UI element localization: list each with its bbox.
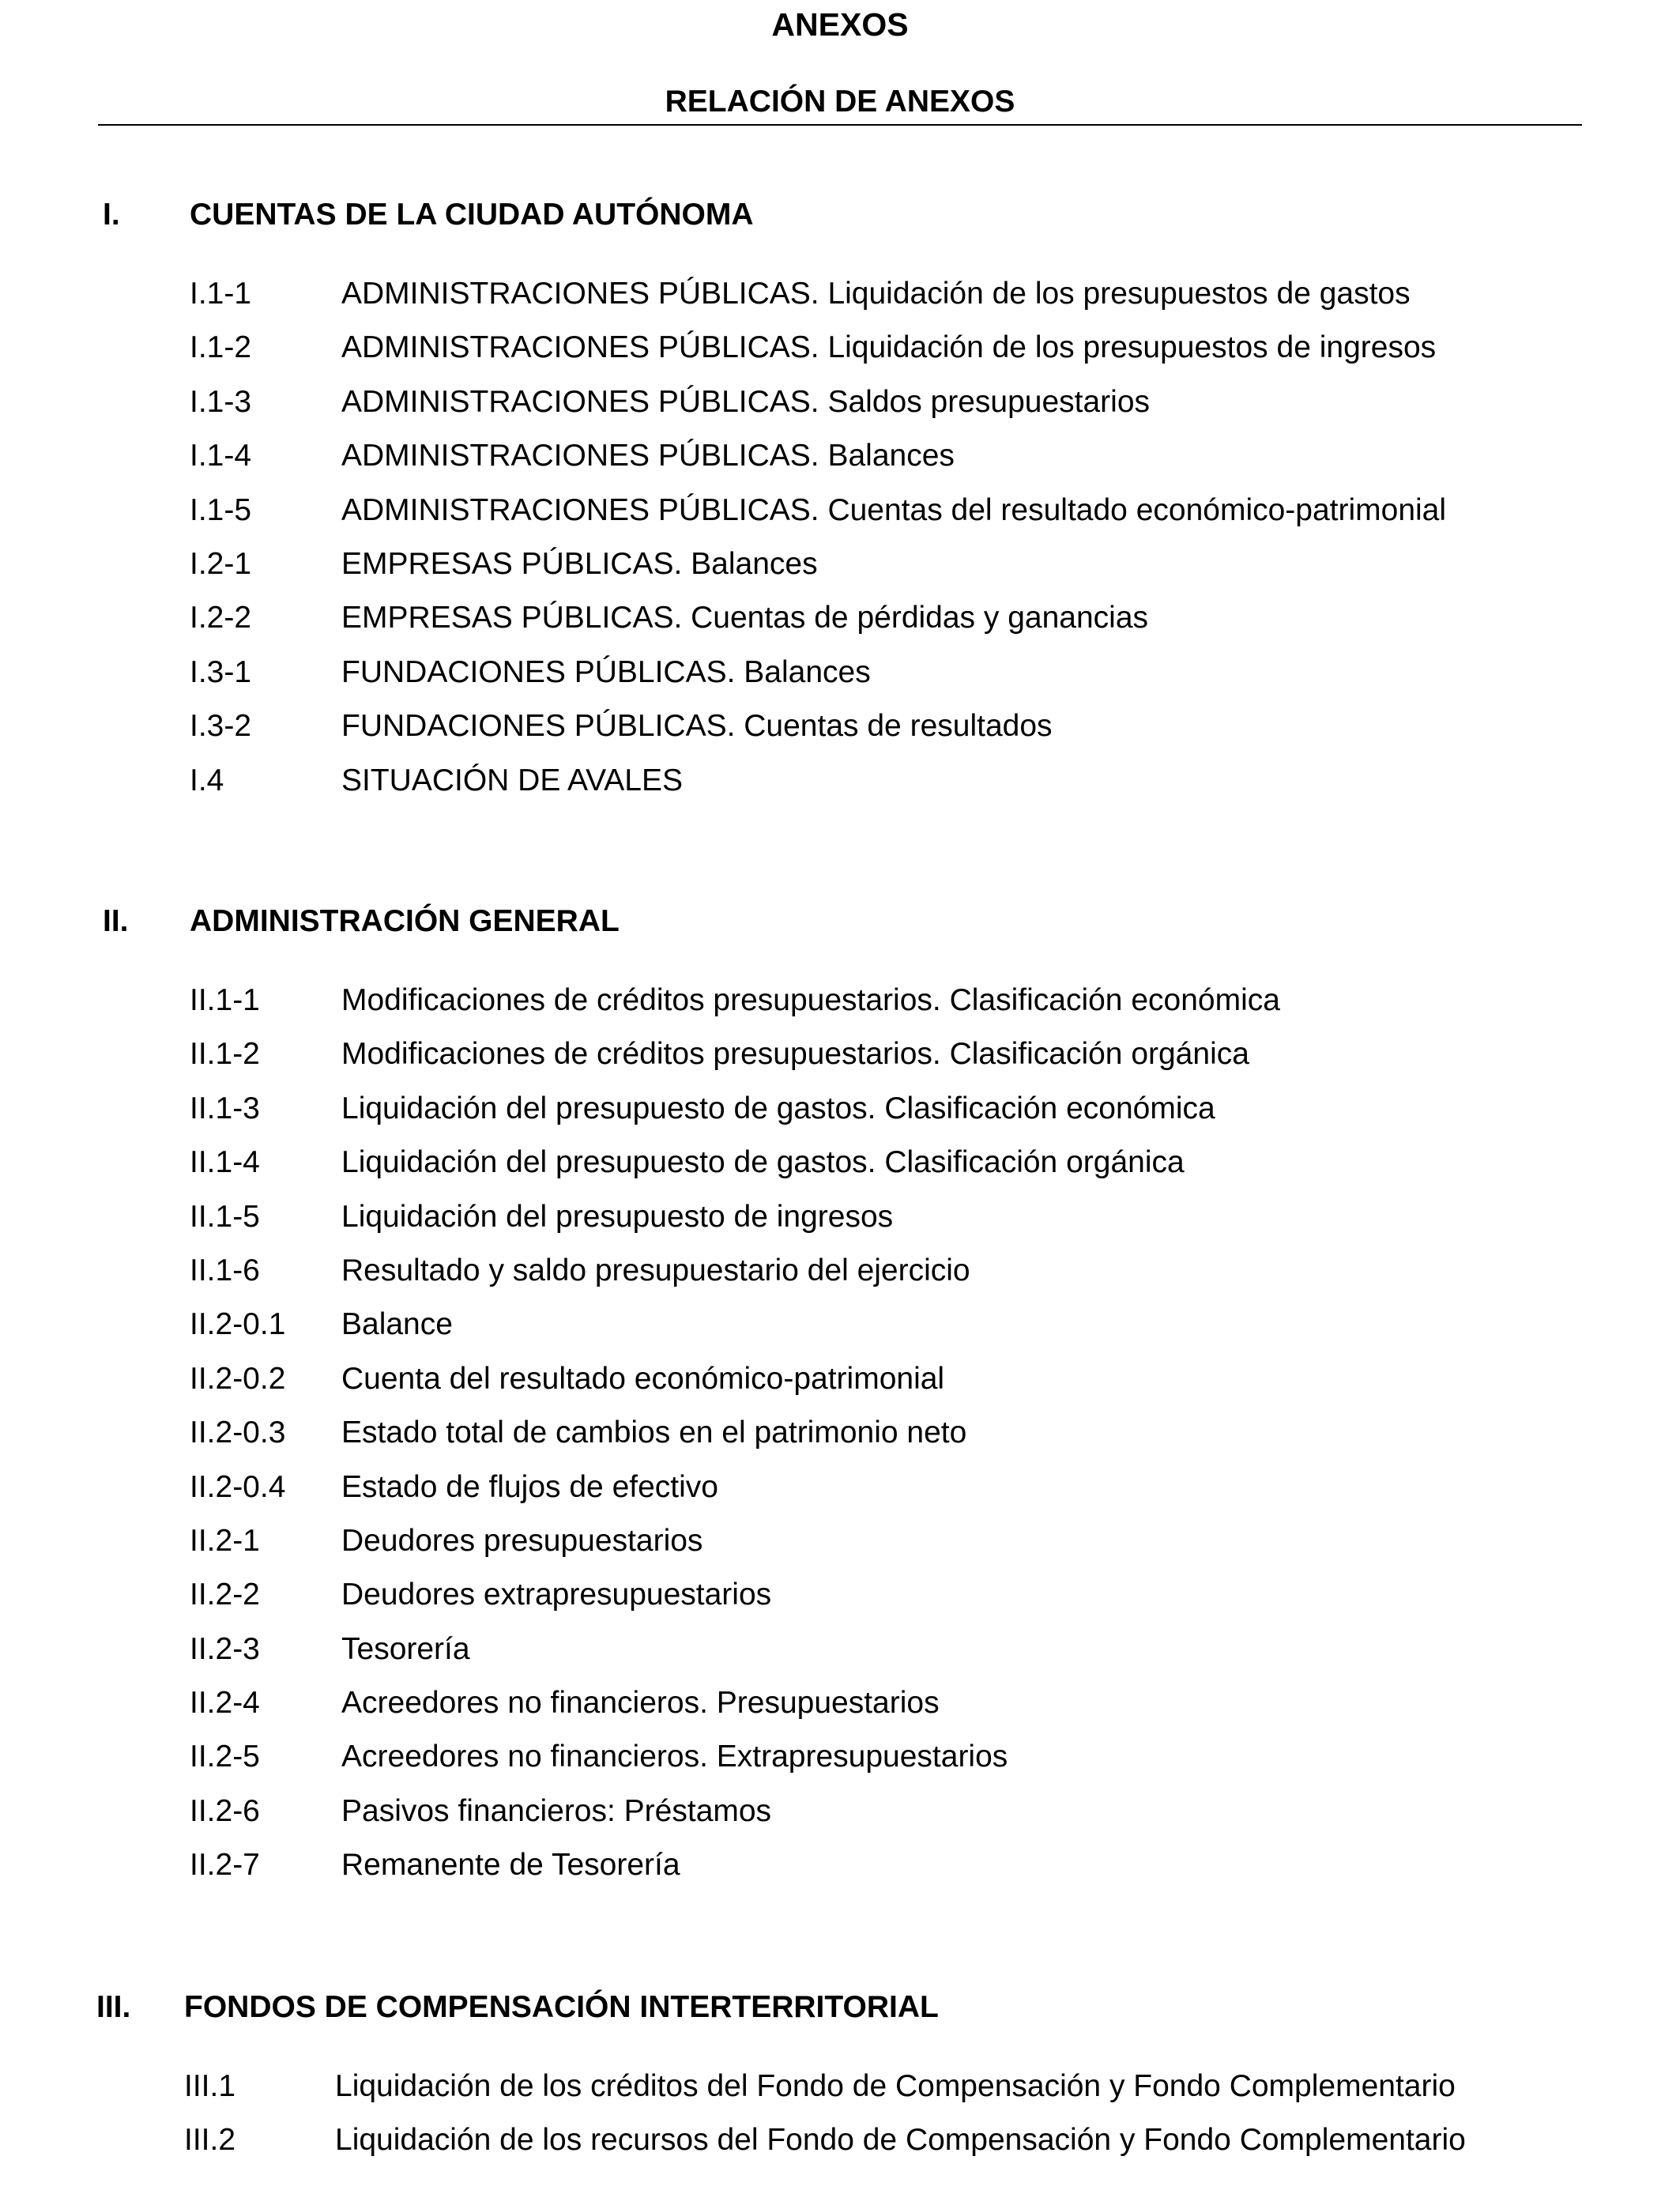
annex-code: II.1-2 [190, 1037, 260, 1072]
annex-code: II.1-4 [190, 1145, 260, 1180]
annex-title: ADMINISTRACIONES PÚBLICAS. Liquidación de los presupuestos de ingresos [341, 330, 1437, 365]
annex-title: ADMINISTRACIONES PÚBLICAS. Saldos presupuestarios [341, 384, 1151, 419]
annex-entry [0, 1568, 1680, 1622]
annex-title: Modificaciones de créditos presupuestarios. Clasificación orgánica [341, 1037, 1249, 1072]
annex-title: SITUACIÓN DE AVALES [341, 763, 684, 797]
section-cuentas-ciudad-autonoma [0, 191, 1680, 808]
annex-code: II.2-6 [190, 1793, 260, 1828]
section-numeral: III. [96, 1990, 131, 2024]
annex-entry [0, 1190, 1680, 1244]
annex-title: FUNDACIONES PÚBLICAS. Cuentas de resultados [341, 709, 1053, 744]
annex-title: Cuenta del resultado económico-patrimonial [341, 1361, 945, 1396]
annex-entry [0, 375, 1680, 429]
section-title: ADMINISTRACIÓN GENERAL [190, 904, 620, 938]
annex-entry [0, 1406, 1680, 1460]
annex-code: I.1-5 [190, 492, 252, 527]
annex-entry [0, 699, 1680, 753]
annex-code: II.1-1 [190, 983, 260, 1017]
section-heading [0, 898, 1680, 945]
page-subtitle: RELACIÓN DE ANEXOS [665, 85, 1015, 119]
section-title: FONDOS DE COMPENSACIÓN INTERTERRITORIAL [184, 1990, 939, 2024]
annex-entry [0, 1623, 1680, 1676]
annex-entry [0, 267, 1680, 321]
annex-entry [0, 1838, 1680, 1892]
annex-title: Liquidación del presupuesto de ingresos [341, 1199, 894, 1234]
annex-title: ADMINISTRACIONES PÚBLICAS. Liquidación de los presupuestos de gastos [341, 277, 1411, 311]
section-fondos-compensacion [0, 1984, 1680, 2168]
annex-code: III.2 [184, 2123, 236, 2158]
annex-title: Acreedores no financieros. Extrapresupuestarios [341, 1740, 1008, 1774]
section-numeral: II. [103, 904, 129, 938]
annex-title: Liquidación del presupuesto de gastos. Clasificación orgánica [341, 1145, 1185, 1180]
annex-entry [0, 1676, 1680, 1730]
annex-code: I.3-1 [190, 654, 252, 689]
annex-title: Liquidación de los recursos del Fondo de Compensación y Fondo Complementario [335, 2123, 1466, 2158]
annex-entry [0, 429, 1680, 483]
annex-entry [0, 2113, 1680, 2167]
annex-entry [0, 1082, 1680, 1136]
annex-entry [0, 1461, 1680, 1514]
annex-entry [0, 484, 1680, 537]
section-heading [0, 1984, 1680, 2031]
annex-code: II.1-3 [190, 1091, 260, 1125]
annex-code: I.3-2 [190, 709, 252, 744]
annex-code: I.1-1 [190, 277, 252, 311]
annex-entry [0, 537, 1680, 591]
annex-code: III.1 [184, 2069, 236, 2103]
annex-title: Remanente de Tesorería [341, 1848, 680, 1883]
annex-title: Liquidación de los créditos del Fondo de Compensación y Fondo Complementario [335, 2069, 1456, 2103]
annex-title: Balance [341, 1307, 453, 1342]
annex-list [0, 267, 1680, 808]
annex-title: Liquidación del presupuesto de gastos. Clasificación económica [341, 1091, 1215, 1125]
annex-code: I.2-1 [190, 546, 252, 581]
annex-code: II.2-4 [190, 1686, 260, 1721]
annex-title: FUNDACIONES PÚBLICAS. Balances [341, 654, 871, 689]
annex-title: EMPRESAS PÚBLICAS. Balances [341, 546, 818, 581]
header-rule [98, 124, 1582, 126]
annex-code: II.2-1 [190, 1523, 260, 1558]
annex-title: Acreedores no financieros. Presupuestarios [341, 1686, 940, 1721]
page-title: ANEXOS [771, 6, 909, 43]
section-heading [0, 191, 1680, 239]
annex-title: Modificaciones de créditos presupuestarios. Clasificación económica [341, 983, 1280, 1017]
annex-code: II.1-6 [190, 1253, 260, 1287]
annex-title: Estado de flujos de efectivo [341, 1469, 718, 1504]
annex-entry [0, 1027, 1680, 1081]
annex-title: Estado total de cambios en el patrimonio neto [341, 1416, 967, 1450]
annex-entry [0, 1730, 1680, 1784]
section-title: CUENTAS DE LA CIUDAD AUTÓNOMA [190, 198, 754, 232]
annex-title: ADMINISTRACIONES PÚBLICAS. Cuentas del resultado económico-patrimonial [341, 492, 1447, 527]
annex-code: II.1-5 [190, 1199, 260, 1234]
annex-title: Tesorería [341, 1631, 470, 1666]
annex-entry [0, 1352, 1680, 1406]
annex-code: I.2-2 [190, 601, 252, 635]
section-numeral: I. [103, 198, 120, 232]
annex-code: II.2-3 [190, 1631, 260, 1666]
annex-code: II.2-0.1 [190, 1307, 286, 1342]
annex-entry [0, 1785, 1680, 1838]
annex-code: II.2-0.3 [190, 1416, 286, 1450]
annex-code: II.2-5 [190, 1740, 260, 1774]
annex-entry [0, 974, 1680, 1027]
annex-entry [0, 1136, 1680, 1189]
annex-title: Deudores extrapresupuestarios [341, 1578, 772, 1612]
annex-entry [0, 754, 1680, 808]
annex-code: I.1-4 [190, 439, 252, 473]
annex-title: ADMINISTRACIONES PÚBLICAS. Balances [341, 439, 955, 473]
annex-entry [0, 646, 1680, 699]
section-administracion-general [0, 898, 1680, 1893]
annex-entry [0, 1244, 1680, 1298]
annex-title: Pasivos financieros: Préstamos [341, 1793, 772, 1828]
annex-title: Deudores presupuestarios [341, 1523, 703, 1558]
annex-code: II.2-0.4 [190, 1469, 286, 1504]
annex-entry [0, 591, 1680, 645]
annex-title: Resultado y saldo presupuestario del ejercicio [341, 1253, 970, 1287]
annex-entry [0, 1514, 1680, 1568]
annex-list [0, 974, 1680, 1893]
annex-code: II.2-2 [190, 1578, 260, 1612]
annex-code: II.2-0.2 [190, 1361, 286, 1396]
annex-entry [0, 1298, 1680, 1351]
annex-title: EMPRESAS PÚBLICAS. Cuentas de pérdidas y ganancias [341, 601, 1149, 635]
annex-entry [0, 2060, 1680, 2113]
annex-list [0, 2060, 1680, 2168]
annex-entry [0, 321, 1680, 375]
annex-code: I.1-3 [190, 384, 252, 419]
annex-code: I.1-2 [190, 330, 252, 365]
annex-code: II.2-7 [190, 1848, 260, 1883]
annex-code: I.4 [190, 763, 224, 797]
